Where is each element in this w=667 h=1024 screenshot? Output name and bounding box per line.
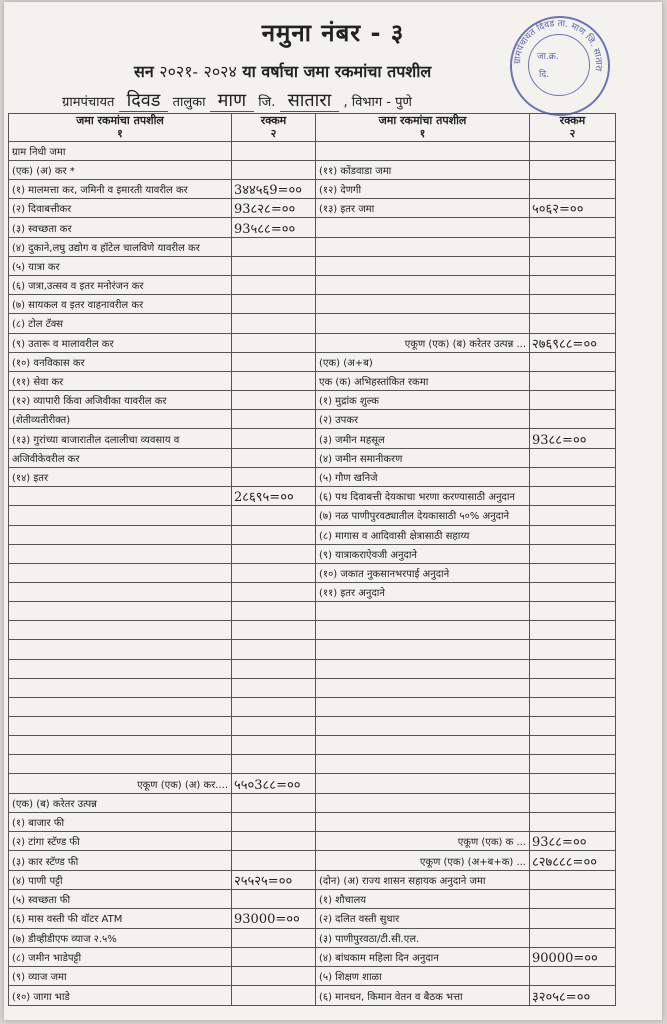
left-detail-cell: (५) स्वच्छता फी <box>9 890 232 909</box>
left-detail-cell <box>9 487 232 506</box>
left-detail-cell: (१०) वनविकास कर <box>9 352 232 371</box>
right-detail-cell <box>316 774 530 793</box>
left-detail-cell: (२) दिवाबत्तीकर <box>9 199 232 218</box>
right-detail-cell <box>316 736 530 755</box>
left-detail-cell <box>9 659 232 678</box>
left-amount-cell <box>232 890 316 909</box>
table-row <box>9 736 616 755</box>
right-amount-cell <box>530 890 616 909</box>
right-amount-cell <box>530 793 616 812</box>
right-detail-cell: एक (क) अभिहस्तांकित रकमा <box>316 372 530 391</box>
table-row <box>9 506 616 525</box>
left-detail-cell <box>9 678 232 697</box>
right-amount-cell <box>530 716 616 735</box>
left-amount-cell <box>232 352 316 371</box>
right-amount-cell: ८२७८८८=०० <box>530 851 616 870</box>
table-row <box>9 179 616 198</box>
right-detail-cell: (दोन) (अ) राज्य शासन सहायक अनुदाने जमा <box>316 870 530 889</box>
right-amount-cell <box>530 928 616 947</box>
left-detail-cell: (१२) व्यापारी किंवा अजिवीका यावरील कर <box>9 391 232 410</box>
left-amount-cell <box>232 160 316 179</box>
right-amount-cell <box>530 410 616 429</box>
table-row <box>9 410 616 429</box>
left-detail-cell <box>9 621 232 640</box>
right-detail-cell: (एक) (अ+ब) <box>316 352 530 371</box>
right-detail-cell <box>316 697 530 716</box>
right-detail-cell <box>316 621 530 640</box>
right-detail-cell: (१२) देणगी <box>316 179 530 198</box>
right-amount-cell: 90000=०० <box>530 947 616 966</box>
left-detail-cell: (२) टांगा स्टॅण्ड फी <box>9 831 232 850</box>
right-amount-cell <box>530 218 616 237</box>
left-amount-cell <box>232 467 316 486</box>
table-row <box>9 890 616 909</box>
left-amount-cell <box>232 391 316 410</box>
right-detail-cell: (६) पथ दिवाबत्ती देयकाचा भरणा करण्यासाठी अनुदान <box>316 487 530 506</box>
table-row <box>9 986 616 1006</box>
right-amount-cell <box>530 487 616 506</box>
right-detail-cell <box>316 602 530 621</box>
right-amount-cell <box>530 966 616 985</box>
left-amount-cell: 93५८८=०० <box>232 218 316 237</box>
right-amount-cell <box>530 467 616 486</box>
right-detail-cell <box>316 716 530 735</box>
right-amount-cell <box>530 179 616 198</box>
left-detail-cell: (१) मालमत्ता कर, जमिनी व इमारती यावरील कर <box>9 179 232 198</box>
left-detail-cell: (१३) गुरांच्या बाजारातील दलालीचा व्यवसाय व <box>9 429 232 448</box>
year-prefix: सन <box>134 62 154 81</box>
left-detail-cell: ग्राम निधी जमा <box>9 141 232 160</box>
table-row <box>9 544 616 563</box>
left-amount-cell: 3४४५६9=०० <box>232 179 316 198</box>
right-detail-cell <box>316 141 530 160</box>
left-amount-cell <box>232 640 316 659</box>
right-detail-cell: (१) मुद्रांक शुल्क <box>316 391 530 410</box>
left-amount-cell <box>232 410 316 429</box>
table-row <box>9 256 616 275</box>
left-amount-cell <box>232 947 316 966</box>
right-detail-cell: (७) नळ पाणीपुरवठ्यातील देयकासाठी ५०% अनुदाने <box>316 506 530 525</box>
right-amount-cell <box>530 755 616 774</box>
left-detail-cell: (३) स्वच्छता कर <box>9 218 232 237</box>
left-detail-cell: (४) दुकाने,लघु उद्योग व हॉटेल चालविणे यावरील कर <box>9 237 232 256</box>
right-detail-cell: (३) पाणीपुरवठा/टी.सी.एल. <box>316 928 530 947</box>
left-detail-cell: (१०) जागा भाडे <box>9 986 232 1006</box>
right-detail-cell: (५) शिक्षण शाळा <box>316 966 530 985</box>
right-amount-cell <box>530 640 616 659</box>
table-row <box>9 563 616 582</box>
right-detail-cell <box>316 314 530 333</box>
left-amount-cell <box>232 831 316 850</box>
right-amount-cell <box>530 602 616 621</box>
left-amount-cell <box>232 448 316 467</box>
table-row <box>9 831 616 850</box>
right-detail-cell: (२) उपकर <box>316 410 530 429</box>
right-detail-cell: एकूण (एक) क ... <box>316 831 530 850</box>
right-amount-cell <box>530 544 616 563</box>
taluka-value: माण <box>210 90 254 112</box>
division-label: , विभाग - पुणे <box>343 95 412 110</box>
table-row <box>9 582 616 601</box>
right-amount-cell <box>530 774 616 793</box>
right-detail-cell: (१०) जकात नुकसानभरपाई अनुदाने <box>316 563 530 582</box>
right-amount-cell <box>530 295 616 314</box>
table-row <box>9 640 616 659</box>
right-amount-cell: 93८८=०० <box>530 429 616 448</box>
right-amount-cell <box>530 160 616 179</box>
left-detail-cell: (१) बाजार फी <box>9 812 232 831</box>
right-detail-cell <box>316 295 530 314</box>
right-detail-cell: (४) जमीन समानीकरण <box>316 448 530 467</box>
table-row <box>9 678 616 697</box>
table-row <box>9 928 616 947</box>
table-row <box>9 716 616 735</box>
left-amount-cell <box>232 295 316 314</box>
right-detail-cell: (६) मानधन, किमान वेतन व बैठक भत्ता <box>316 986 530 1006</box>
right-amount-cell <box>530 697 616 716</box>
table-row <box>9 160 616 179</box>
left-detail-cell: (९) उतारू व मालावरील कर <box>9 333 232 352</box>
right-detail-cell <box>316 256 530 275</box>
table-row <box>9 141 616 160</box>
table-row <box>9 218 616 237</box>
left-detail-cell: एकूण (एक) (अ) कर.... <box>9 774 232 793</box>
stamp-inner <box>528 34 590 96</box>
receipts-table <box>8 113 616 1006</box>
left-amount-cell <box>232 276 316 295</box>
right-detail-cell: (३) जमीन महसूल <box>316 429 530 448</box>
table-row <box>9 755 616 774</box>
left-amount-cell <box>232 986 316 1006</box>
left-amount-cell <box>232 928 316 947</box>
left-amount-cell <box>232 716 316 735</box>
table-row <box>9 812 616 831</box>
left-detail-cell: अजिवीकेवरील कर <box>9 448 232 467</box>
right-amount-cell <box>530 812 616 831</box>
table-row <box>9 352 616 371</box>
right-detail-cell: (१३) इतर जमा <box>316 199 530 218</box>
left-detail-cell <box>9 525 232 544</box>
left-amount-cell <box>232 256 316 275</box>
right-amount-cell <box>530 237 616 256</box>
table-row <box>9 276 616 295</box>
right-amount-cell <box>530 314 616 333</box>
right-detail-header: जमा रकमांचा तपशील १ <box>316 114 530 142</box>
left-amount-cell: २५५२५=०० <box>232 870 316 889</box>
table-row <box>9 851 616 870</box>
right-detail-cell: (४) बांधकाम महिला दिन अनुदान <box>316 947 530 966</box>
right-detail-cell: (५) गौण खनिजे <box>316 467 530 486</box>
table-row <box>9 793 616 812</box>
year-suffix: या वर्षाचा जमा रकमांचा तपशील <box>242 62 432 81</box>
table-row <box>9 659 616 678</box>
left-amount-cell <box>232 582 316 601</box>
right-detail-cell: (१) शौचालय <box>316 890 530 909</box>
right-amount-cell <box>530 448 616 467</box>
right-detail-cell: (११) कोंडवाडा जमा <box>316 160 530 179</box>
left-detail-cell: (३) कार स्टॅण्ड फी <box>9 851 232 870</box>
right-amount-cell: २७६९८८=०० <box>530 333 616 352</box>
right-detail-cell: (११) इतर अनुदाने <box>316 582 530 601</box>
left-detail-cell: (८) टोल टॅक्स <box>9 314 232 333</box>
left-amount-cell: ५५०3८८=०० <box>232 774 316 793</box>
left-amount-cell <box>232 678 316 697</box>
left-detail-cell: (४) पाणी पट्टी <box>9 870 232 889</box>
gp-label: ग्रामपंचायत <box>62 95 115 110</box>
right-detail-cell <box>316 755 530 774</box>
left-detail-cell: (९) व्याज जमा <box>9 966 232 985</box>
stamp-dinank: दि. <box>539 70 549 80</box>
left-detail-cell <box>9 506 232 525</box>
right-detail-cell <box>316 218 530 237</box>
table-row <box>9 237 616 256</box>
year-from: २०२१- <box>159 62 198 81</box>
district-label: जि. <box>258 95 276 110</box>
table-row <box>9 391 616 410</box>
right-amount-cell <box>530 506 616 525</box>
table-row <box>9 333 616 352</box>
table-row <box>9 295 616 314</box>
table-row <box>9 525 616 544</box>
taluka-label: तालुका <box>172 95 206 110</box>
right-amount-cell <box>530 391 616 410</box>
table-row <box>9 697 616 716</box>
left-detail-cell: (शेतीव्यतीरीक्त) <box>9 410 232 429</box>
left-amount-cell <box>232 563 316 582</box>
form-subtitle <box>134 60 431 82</box>
left-amount-cell <box>232 314 316 333</box>
left-detail-cell: (एक) (ब) करेतर उत्पन्न <box>9 793 232 812</box>
right-amount-cell <box>530 582 616 601</box>
left-amount-cell <box>232 506 316 525</box>
right-detail-cell <box>316 276 530 295</box>
table-row <box>9 467 616 486</box>
right-detail-cell <box>316 659 530 678</box>
right-amount-cell <box>530 372 616 391</box>
svg-text:ग्रामपंचायत दिवड ता. माण जि. स: ग्रामपंचायत दिवड ता. माण जि. सातारा <box>512 18 604 72</box>
right-amount-cell <box>530 525 616 544</box>
left-amount-cell <box>232 525 316 544</box>
table-row <box>9 372 616 391</box>
right-detail-cell: (८) मागास व आदिवासी क्षेत्रासाठी सहाय्य <box>316 525 530 544</box>
left-amount-cell <box>232 544 316 563</box>
left-detail-cell <box>9 544 232 563</box>
right-detail-cell: (९) यात्राकराऐवजी अनुदाने <box>316 544 530 563</box>
left-amount-cell <box>232 736 316 755</box>
left-amount-cell: 93000=०० <box>232 909 316 928</box>
left-amount-cell <box>232 602 316 621</box>
left-detail-cell: (१४) इतर <box>9 467 232 486</box>
left-amount-cell <box>232 697 316 716</box>
right-amount-cell <box>530 736 616 755</box>
left-amount-cell: 93८२८=०० <box>232 199 316 218</box>
left-detail-cell <box>9 736 232 755</box>
left-detail-cell <box>9 716 232 735</box>
left-detail-header: जमा रकमांचा तपशील १ <box>9 114 232 142</box>
left-amount-cell <box>232 621 316 640</box>
left-detail-cell <box>9 697 232 716</box>
left-detail-cell: (एक) (अ) कर * <box>9 160 232 179</box>
left-amount-cell <box>232 659 316 678</box>
left-amount-cell <box>232 793 316 812</box>
right-amount-header: रक्कम २ <box>530 114 616 142</box>
left-detail-cell: (७) डीव्हीडीएफ व्याज २.५% <box>9 928 232 947</box>
left-amount-cell <box>232 966 316 985</box>
left-detail-cell <box>9 582 232 601</box>
table-row <box>9 199 616 218</box>
right-detail-cell <box>316 812 530 831</box>
table-row <box>9 774 616 793</box>
left-amount-header: रक्कम २ <box>232 114 316 142</box>
table-row <box>9 947 616 966</box>
left-amount-cell <box>232 755 316 774</box>
table-row <box>9 621 616 640</box>
district-value: सातारा <box>280 90 340 112</box>
right-amount-cell <box>530 659 616 678</box>
left-amount-cell <box>232 237 316 256</box>
left-detail-cell <box>9 755 232 774</box>
table-row <box>9 602 616 621</box>
right-amount-cell <box>530 678 616 697</box>
right-amount-cell: 93८८=०० <box>530 831 616 850</box>
right-amount-cell: ५०६२=०० <box>530 199 616 218</box>
right-amount-cell <box>530 352 616 371</box>
left-detail-cell: (५) यात्रा कर <box>9 256 232 275</box>
right-detail-cell: एकूण (एक) (ब) करेतर उत्पन्न ... <box>316 333 530 352</box>
table-row <box>9 314 616 333</box>
left-detail-cell: (११) सेवा कर <box>9 372 232 391</box>
right-amount-cell <box>530 563 616 582</box>
official-stamp <box>510 16 610 116</box>
right-amount-cell: ३२०५८=०० <box>530 986 616 1006</box>
left-detail-cell: (८) जमीन भाडेपट्टी <box>9 947 232 966</box>
right-detail-cell <box>316 678 530 697</box>
left-detail-cell <box>9 563 232 582</box>
left-amount-cell <box>232 812 316 831</box>
left-amount-cell <box>232 333 316 352</box>
right-amount-cell <box>530 870 616 889</box>
right-detail-cell: (२) दलित वस्ती सुधार <box>316 909 530 928</box>
table-row <box>9 909 616 928</box>
table-row <box>9 966 616 985</box>
year-to: २०२४ <box>203 62 237 81</box>
table-row <box>9 870 616 889</box>
table-row <box>9 487 616 506</box>
right-amount-cell <box>530 276 616 295</box>
right-amount-cell <box>530 256 616 275</box>
left-amount-cell <box>232 429 316 448</box>
gp-line <box>62 88 412 112</box>
left-amount-cell <box>232 372 316 391</box>
left-amount-cell <box>232 851 316 870</box>
table-row <box>9 448 616 467</box>
stamp-jak: जा.क्र. <box>537 52 559 62</box>
form-title: नमुना नंबर - ३ <box>261 19 405 47</box>
left-detail-cell <box>9 602 232 621</box>
right-detail-cell: एकूण (एक) (अ+ब+क) ... <box>316 851 530 870</box>
right-detail-cell <box>316 237 530 256</box>
left-detail-cell: (७) सायकल व इतर वाहनावरील कर <box>9 295 232 314</box>
right-detail-cell <box>316 793 530 812</box>
left-amount-cell <box>232 141 316 160</box>
gp-value: दिवड <box>119 90 169 112</box>
left-detail-cell: (६) जत्रा,उत्सव व इतर मनोरंजन कर <box>9 276 232 295</box>
left-detail-cell: (६) मास वस्ती फी वॉटर ATM <box>9 909 232 928</box>
left-amount-cell: 2८६९५=०० <box>232 487 316 506</box>
table-row <box>9 429 616 448</box>
left-detail-cell <box>9 640 232 659</box>
right-detail-cell <box>316 640 530 659</box>
right-amount-cell <box>530 141 616 160</box>
right-amount-cell <box>530 621 616 640</box>
right-amount-cell <box>530 909 616 928</box>
table-header-row <box>9 114 616 142</box>
